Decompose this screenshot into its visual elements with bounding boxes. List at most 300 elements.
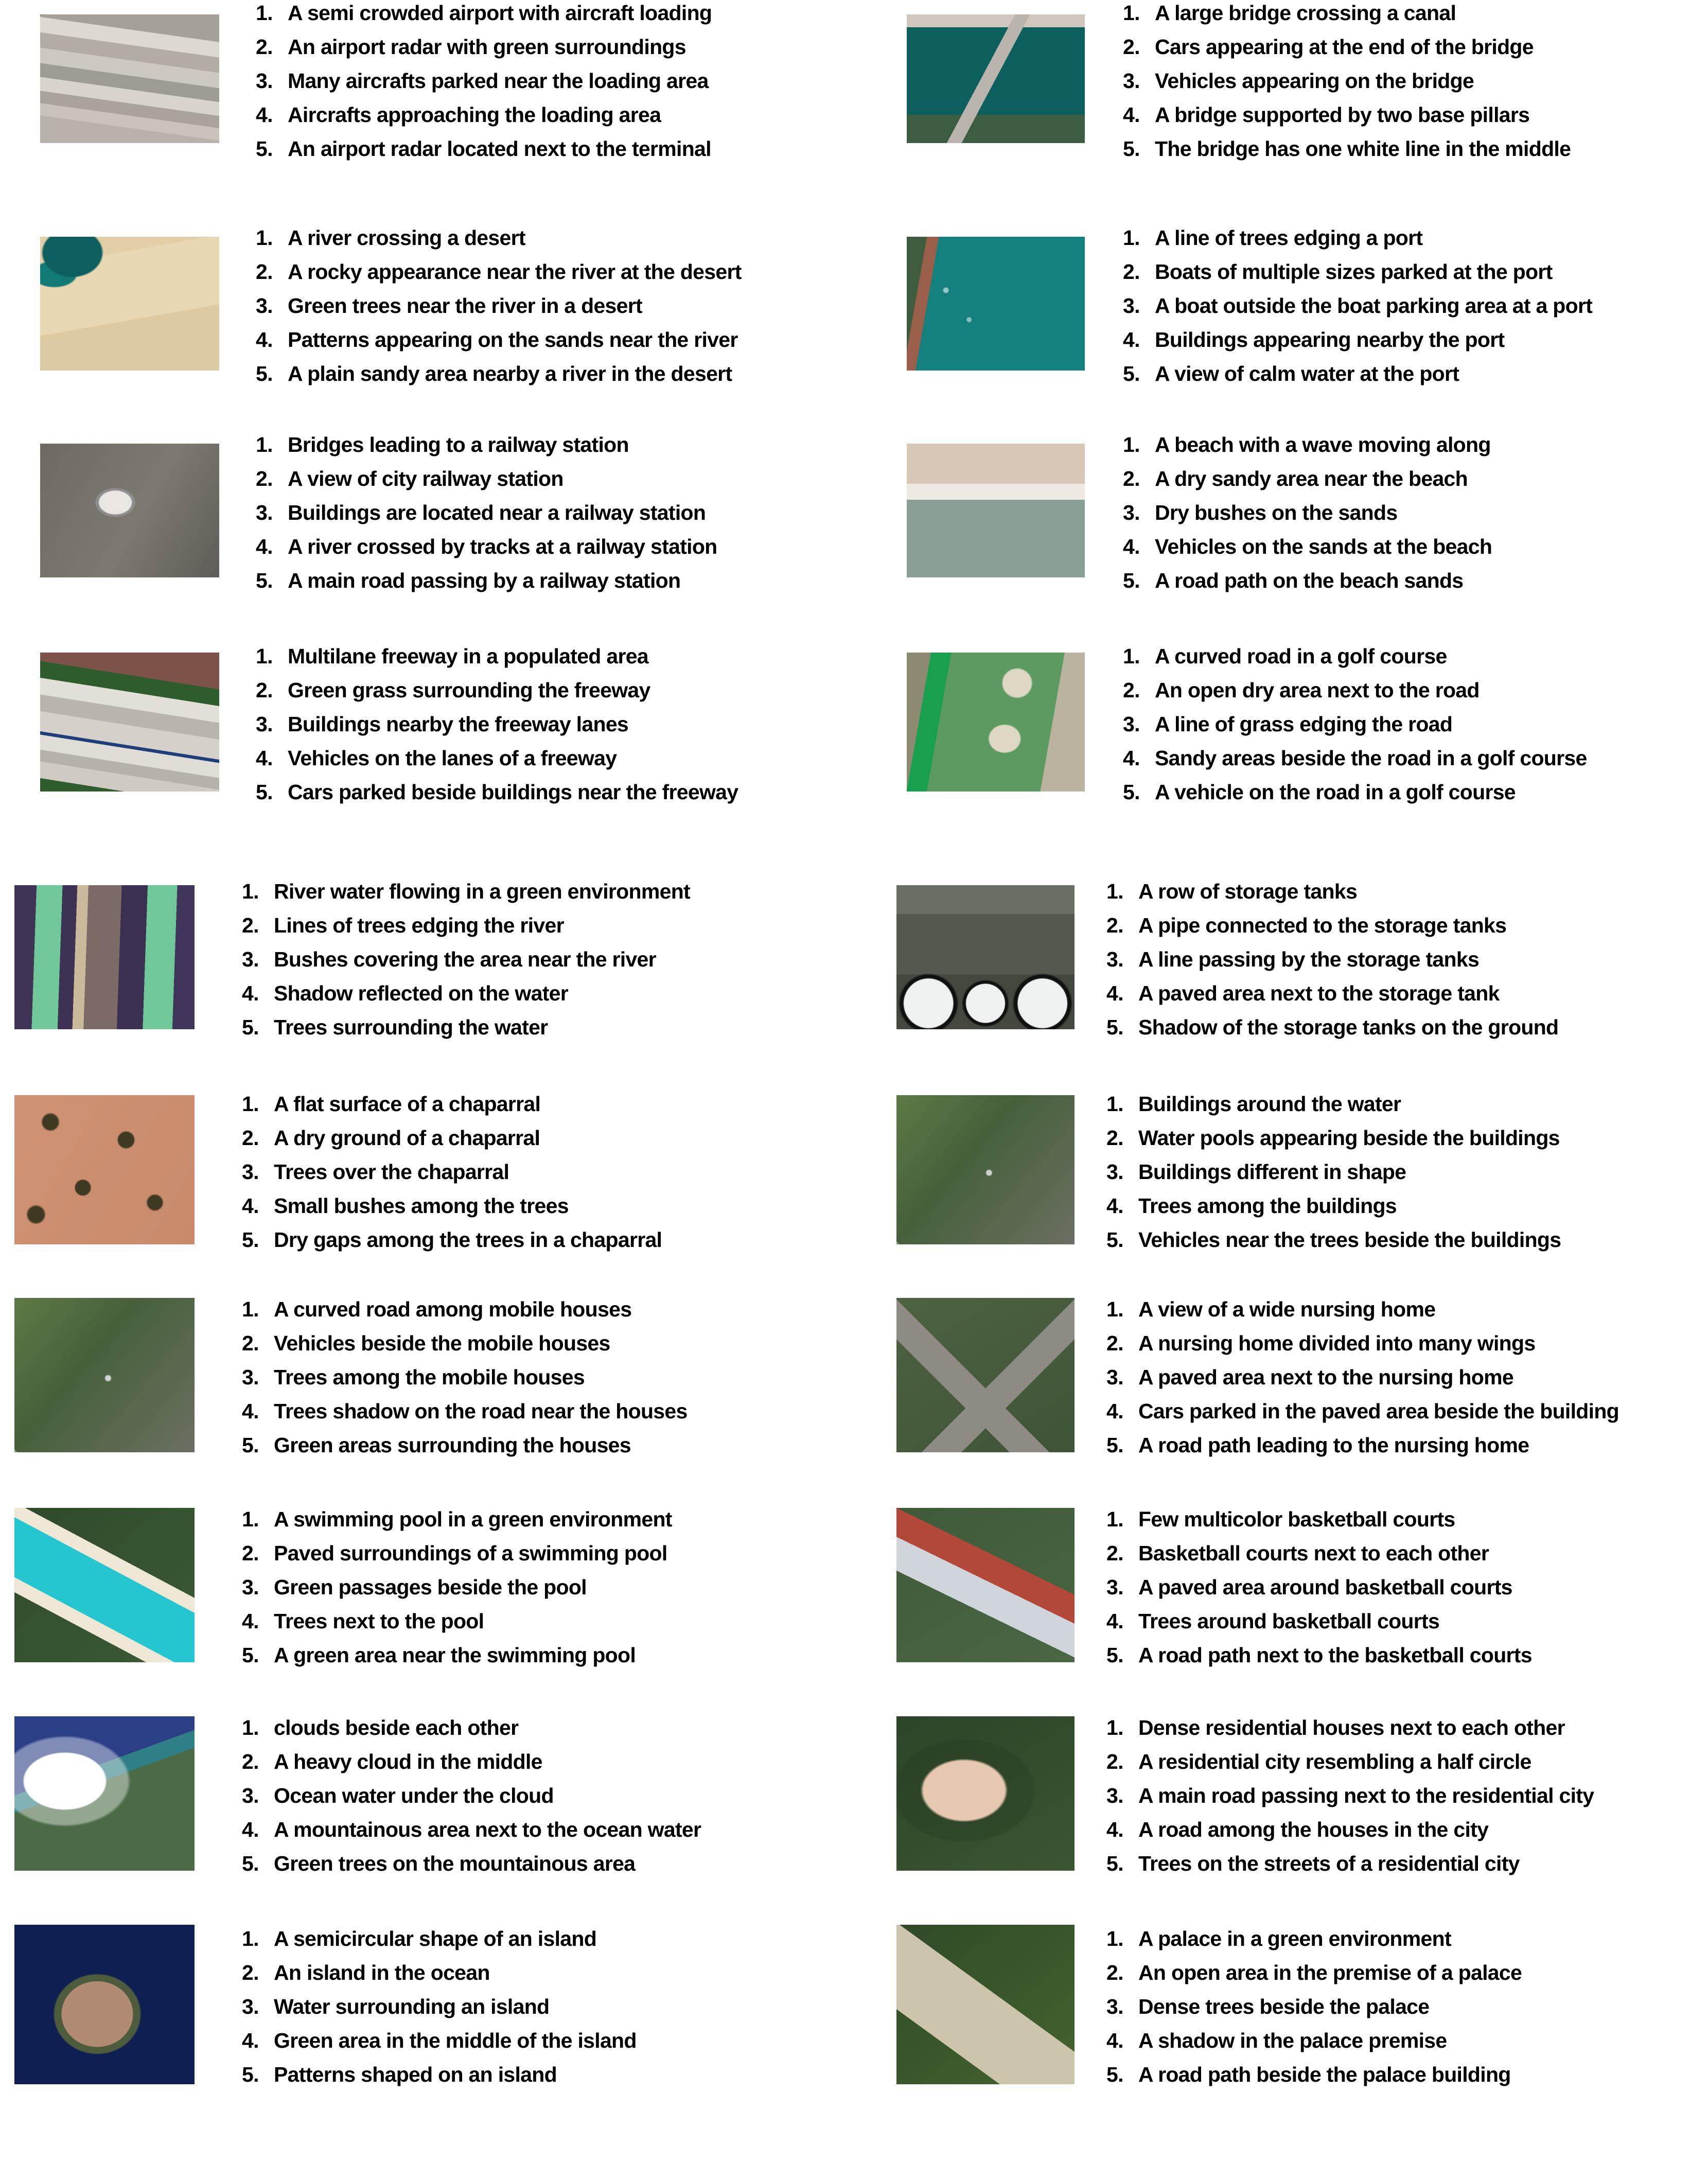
caption-text: Buildings are located near a railway station — [288, 501, 706, 524]
caption-number: 2. — [242, 1961, 259, 1984]
caption-number: 2. — [242, 1126, 259, 1150]
caption-number: 5. — [1123, 780, 1140, 804]
caption-list — [242, 1711, 701, 1880]
caption-list — [256, 639, 738, 809]
caption-text: Small bushes among the trees — [274, 1194, 569, 1218]
caption-number: 2. — [1123, 35, 1140, 59]
caption-text: Dense residential houses next to each other — [1138, 1716, 1565, 1739]
caption-text: A green area near the swimming pool — [274, 1643, 636, 1667]
caption-text: Green passages beside the pool — [274, 1575, 587, 1599]
caption-text: An island in the ocean — [274, 1961, 490, 1984]
caption-item — [1123, 564, 1492, 597]
caption-list — [256, 428, 717, 597]
caption-number: 4. — [1123, 328, 1140, 351]
railway-station-satellite-thumbnail — [40, 444, 219, 577]
cloud-ocean-satellite-thumbnail — [14, 1716, 195, 1871]
caption-item — [242, 1813, 701, 1847]
caption-item — [1123, 98, 1571, 132]
caption-text: Vehicles on the lanes of a freeway — [288, 746, 617, 770]
caption-number: 5. — [256, 569, 273, 592]
caption-list — [1106, 1087, 1561, 1257]
caption-number: 5. — [242, 1852, 259, 1875]
caption-item — [242, 1847, 701, 1880]
caption-item — [1123, 289, 1592, 323]
caption-list — [1106, 874, 1558, 1044]
caption-item — [1123, 707, 1587, 741]
caption-item — [242, 1638, 672, 1672]
caption-item — [1106, 908, 1558, 942]
caption-item — [1123, 530, 1492, 564]
caption-text: An open dry area next to the road — [1155, 678, 1480, 702]
caption-number: 2. — [256, 260, 273, 284]
caption-item — [256, 496, 717, 530]
caption-text: Green grass surrounding the freeway — [288, 678, 650, 702]
caption-text: A rocky appearance near the river at the desert — [288, 260, 742, 284]
caption-text: A flat surface of a chaparral — [274, 1092, 541, 1116]
caption-number: 3. — [256, 294, 273, 318]
caption-text: Trees next to the pool — [274, 1609, 484, 1633]
caption-number: 5. — [1106, 1433, 1123, 1457]
caption-text: Many aircrafts parked near the loading area — [288, 69, 709, 93]
caption-item — [1123, 357, 1592, 391]
caption-item — [1106, 1745, 1594, 1779]
caption-number: 1. — [1106, 880, 1123, 903]
caption-item — [242, 908, 690, 942]
caption-item — [1106, 1010, 1558, 1044]
caption-item — [1123, 221, 1592, 255]
swimming-pool-satellite-thumbnail — [14, 1508, 195, 1662]
storage-tanks-satellite-thumbnail — [896, 885, 1075, 1029]
caption-number: 1. — [242, 1716, 259, 1739]
caption-number: 3. — [242, 1575, 259, 1599]
caption-text: A road among the houses in the city — [1138, 1818, 1489, 1841]
caption-item — [242, 1711, 701, 1745]
caption-item — [1106, 1922, 1522, 1956]
mobile-home-park-satellite-thumbnail — [14, 1298, 195, 1452]
caption-number: 1. — [256, 1, 273, 25]
caption-item — [1106, 1813, 1594, 1847]
caption-list — [242, 1087, 662, 1257]
caption-item — [242, 1010, 690, 1044]
caption-list — [1106, 1922, 1522, 2091]
caption-number: 3. — [1106, 947, 1123, 971]
caption-item — [1123, 673, 1587, 707]
caption-text: A road path leading to the nursing home — [1138, 1433, 1529, 1457]
caption-number: 1. — [256, 433, 273, 456]
caption-number: 5. — [1106, 1852, 1123, 1875]
caption-item — [242, 2058, 637, 2091]
caption-number: 1. — [1106, 1297, 1123, 1321]
caption-text: A line of grass edging the road — [1155, 712, 1453, 736]
caption-text: A main road passing next to the residential city — [1138, 1784, 1594, 1807]
caption-text: A bridge supported by two base pillars — [1155, 103, 1530, 127]
caption-item — [1123, 255, 1592, 289]
caption-item — [256, 221, 742, 255]
caption-text: A dry ground of a chaparral — [274, 1126, 540, 1150]
golf-course-satellite-thumbnail — [907, 653, 1085, 792]
caption-text: A nursing home divided into many wings — [1138, 1331, 1536, 1355]
caption-item — [1106, 1570, 1532, 1604]
caption-item — [256, 462, 717, 496]
caption-number: 5. — [242, 1015, 259, 1039]
caption-number: 1. — [1106, 1716, 1123, 1739]
caption-item — [1123, 323, 1592, 357]
caption-number: 1. — [1123, 1, 1140, 25]
caption-item — [242, 1292, 688, 1326]
caption-text: Lines of trees edging the river — [274, 913, 564, 937]
island-ocean-satellite-thumbnail — [14, 1925, 195, 2084]
caption-text: A heavy cloud in the middle — [274, 1750, 542, 1773]
caption-number: 2. — [1123, 467, 1140, 490]
caption-text: River water flowing in a green environment — [274, 880, 690, 903]
caption-number: 5. — [242, 2063, 259, 2086]
caption-text: The bridge has one white line in the middle — [1155, 137, 1571, 161]
caption-number: 3. — [242, 1365, 259, 1389]
caption-text: Shadow of the storage tanks on the ground — [1138, 1015, 1559, 1039]
caption-item — [1123, 462, 1492, 496]
caption-item — [256, 530, 717, 564]
caption-text: A swimming pool in a green environment — [274, 1507, 672, 1531]
caption-number: 5. — [242, 1643, 259, 1667]
caption-text: An airport radar located next to the terminal — [288, 137, 711, 161]
caption-text: Trees on the streets of a residential city — [1138, 1852, 1520, 1875]
caption-list — [1123, 221, 1592, 391]
caption-item — [242, 1922, 637, 1956]
caption-number: 3. — [1123, 712, 1140, 736]
caption-text: Ocean water under the cloud — [274, 1784, 554, 1807]
caption-item — [1106, 1155, 1561, 1189]
caption-text: Boats of multiple sizes parked at the port — [1155, 260, 1553, 284]
caption-text: Trees over the chaparral — [274, 1160, 509, 1184]
caption-text: A curved road among mobile houses — [274, 1297, 632, 1321]
caption-text: Green trees on the mountainous area — [274, 1852, 636, 1875]
caption-list — [1106, 1502, 1532, 1672]
caption-text: Dense trees beside the palace — [1138, 1995, 1430, 2018]
caption-text: Dry bushes on the sands — [1155, 501, 1398, 524]
caption-number: 1. — [256, 644, 273, 668]
caption-text: A boat outside the boat parking area at a port — [1155, 294, 1593, 318]
caption-list — [256, 221, 742, 391]
caption-text: A residential city resembling a half circle — [1138, 1750, 1531, 1773]
caption-number: 2. — [1123, 260, 1140, 284]
caption-item — [242, 1326, 688, 1360]
caption-number: 5. — [1123, 137, 1140, 161]
caption-number: 2. — [1106, 1541, 1123, 1565]
caption-number: 4. — [242, 2029, 259, 2052]
caption-number: 3. — [1106, 1995, 1123, 2018]
caption-item — [242, 1604, 672, 1638]
caption-number: 4. — [242, 1194, 259, 1218]
caption-text: A main road passing by a railway station — [288, 569, 681, 592]
caption-item — [1123, 132, 1571, 166]
caption-number: 2. — [242, 1750, 259, 1773]
caption-number: 4. — [256, 103, 273, 127]
caption-item — [1106, 1394, 1619, 1428]
caption-text: Green trees near the river in a desert — [288, 294, 642, 318]
caption-number: 5. — [242, 1433, 259, 1457]
caption-item — [1123, 775, 1587, 809]
caption-text: An airport radar with green surroundings — [288, 35, 686, 59]
caption-text: A road path beside the palace building — [1138, 2063, 1511, 2086]
caption-item — [1123, 64, 1571, 98]
caption-item — [256, 0, 712, 30]
caption-item — [256, 30, 712, 64]
caption-text: Basketball courts next to each other — [1138, 1541, 1489, 1565]
caption-number: 1. — [256, 226, 273, 250]
freeway-satellite-thumbnail — [40, 653, 219, 792]
airport-satellite-thumbnail — [40, 14, 219, 143]
caption-item — [242, 1223, 662, 1257]
caption-number: 4. — [1123, 103, 1140, 127]
caption-number: 3. — [242, 947, 259, 971]
caption-item — [256, 564, 717, 597]
caption-item — [242, 1087, 662, 1121]
caption-item — [1106, 1604, 1532, 1638]
caption-item — [1106, 1711, 1594, 1745]
caption-number: 1. — [242, 1297, 259, 1321]
caption-item — [242, 1189, 662, 1223]
caption-text: A vehicle on the road in a golf course — [1155, 780, 1516, 804]
caption-text: A curved road in a golf course — [1155, 644, 1447, 668]
caption-text: Cars parked in the paved area beside the building — [1138, 1399, 1619, 1423]
caption-text: Vehicles near the trees beside the buildings — [1138, 1228, 1561, 1252]
caption-number: 5. — [256, 362, 273, 385]
caption-text: A line of trees edging a port — [1155, 226, 1423, 250]
caption-item — [256, 323, 742, 357]
caption-item — [1106, 1428, 1619, 1462]
caption-item — [242, 1155, 662, 1189]
caption-number: 4. — [242, 1609, 259, 1633]
caption-list — [242, 874, 690, 1044]
caption-item — [1106, 2024, 1522, 2058]
caption-number: 1. — [242, 1927, 259, 1950]
caption-item — [242, 1502, 672, 1536]
caption-text: Few multicolor basketball courts — [1138, 1507, 1455, 1531]
caption-text: Patterns appearing on the sands near the river — [288, 328, 738, 351]
caption-text: Patterns shaped on an island — [274, 2063, 557, 2086]
caption-text: A pipe connected to the storage tanks — [1138, 913, 1507, 937]
caption-text: Water surrounding an island — [274, 1995, 550, 2018]
caption-item — [242, 1570, 672, 1604]
waterfront-buildings-satellite-thumbnail — [896, 1095, 1075, 1244]
caption-text: A large bridge crossing a canal — [1155, 1, 1456, 25]
caption-item — [1106, 1502, 1532, 1536]
caption-item — [242, 1779, 701, 1813]
caption-item — [256, 64, 712, 98]
residential-city-satellite-thumbnail — [896, 1716, 1075, 1871]
caption-item — [1106, 1121, 1561, 1155]
caption-number: 5. — [242, 1228, 259, 1252]
caption-number: 4. — [1106, 1609, 1123, 1633]
caption-item — [1106, 874, 1558, 908]
caption-item — [242, 1536, 672, 1570]
caption-list — [1106, 1292, 1619, 1462]
caption-item — [1106, 942, 1558, 976]
caption-item — [1106, 1223, 1561, 1257]
caption-number: 5. — [1123, 362, 1140, 385]
caption-item — [1123, 639, 1587, 673]
caption-number: 1. — [242, 1092, 259, 1116]
caption-number: 3. — [242, 1784, 259, 1807]
caption-number: 4. — [1106, 1194, 1123, 1218]
caption-item — [1123, 741, 1587, 775]
caption-text: A plain sandy area nearby a river in the desert — [288, 362, 732, 385]
caption-text: Trees surrounding the water — [274, 1015, 548, 1039]
caption-list — [1123, 639, 1587, 809]
caption-item — [1123, 496, 1492, 530]
caption-text: Water pools appearing beside the buildings — [1138, 1126, 1560, 1150]
caption-item — [1106, 1638, 1532, 1672]
caption-item — [1106, 1990, 1522, 2024]
caption-number: 2. — [1106, 1961, 1123, 1984]
caption-number: 3. — [1123, 294, 1140, 318]
caption-number: 1. — [1123, 644, 1140, 668]
caption-number: 4. — [1106, 1818, 1123, 1841]
caption-number: 2. — [256, 35, 273, 59]
caption-number: 3. — [256, 712, 273, 736]
caption-text: Trees shadow on the road near the houses — [274, 1399, 688, 1423]
caption-text: Cars appearing at the end of the bridge — [1155, 35, 1534, 59]
caption-number: 2. — [1106, 1750, 1123, 1773]
caption-text: A beach with a wave moving along — [1155, 433, 1491, 456]
caption-list — [242, 1922, 637, 2091]
caption-number: 5. — [1123, 569, 1140, 592]
caption-text: A row of storage tanks — [1138, 880, 1358, 903]
caption-item — [256, 639, 738, 673]
caption-number: 3. — [1123, 501, 1140, 524]
caption-item — [242, 1428, 688, 1462]
caption-item — [1106, 1360, 1619, 1394]
caption-text: Bushes covering the area near the river — [274, 947, 656, 971]
chaparral-satellite-thumbnail — [14, 1095, 195, 1244]
caption-number: 2. — [256, 467, 273, 490]
caption-text: Trees among the buildings — [1138, 1194, 1397, 1218]
caption-number: 4. — [242, 981, 259, 1005]
caption-text: A semi crowded airport with aircraft loading — [288, 1, 712, 25]
caption-number: 1. — [1123, 433, 1140, 456]
caption-number: 1. — [242, 880, 259, 903]
caption-item — [256, 255, 742, 289]
caption-text: A river crossed by tracks at a railway station — [288, 535, 717, 558]
caption-number: 1. — [242, 1507, 259, 1531]
caption-item — [1106, 2058, 1522, 2091]
caption-number: 4. — [1106, 2029, 1123, 2052]
caption-item — [256, 673, 738, 707]
caption-item — [242, 2024, 637, 2058]
caption-number: 2. — [1106, 1126, 1123, 1150]
caption-number: 3. — [1106, 1365, 1123, 1389]
caption-number: 5. — [256, 137, 273, 161]
beach-wave-satellite-thumbnail — [907, 444, 1085, 577]
caption-item — [1123, 428, 1492, 462]
caption-number: 3. — [1106, 1575, 1123, 1599]
caption-text: Shadow reflected on the water — [274, 981, 569, 1005]
caption-text: Cars parked beside buildings near the freeway — [288, 780, 738, 804]
caption-number: 3. — [242, 1160, 259, 1184]
caption-number: 2. — [1106, 1331, 1123, 1355]
caption-item — [1106, 1847, 1594, 1880]
caption-item — [242, 1990, 637, 2024]
caption-number: 4. — [1123, 535, 1140, 558]
caption-text: Multilane freeway in a populated area — [288, 644, 648, 668]
caption-item — [256, 741, 738, 775]
caption-text: An open area in the premise of a palace — [1138, 1961, 1522, 1984]
bridge-canal-satellite-thumbnail — [907, 14, 1085, 143]
caption-text: Trees around basketball courts — [1138, 1609, 1440, 1633]
caption-text: A shadow in the palace premise — [1138, 2029, 1447, 2052]
caption-number: 5. — [1106, 1015, 1123, 1039]
caption-number: 1. — [1106, 1507, 1123, 1531]
caption-number: 3. — [256, 69, 273, 93]
caption-item — [256, 357, 742, 391]
caption-item — [242, 976, 690, 1010]
caption-item — [256, 289, 742, 323]
caption-number: 2. — [256, 678, 273, 702]
caption-list — [242, 1292, 688, 1462]
caption-text: Aircrafts approaching the loading area — [288, 103, 661, 127]
caption-number: 1. — [1123, 226, 1140, 250]
caption-list — [1123, 428, 1492, 597]
caption-text: A road path on the beach sands — [1155, 569, 1464, 592]
caption-number: 2. — [1106, 913, 1123, 937]
caption-number: 2. — [242, 1541, 259, 1565]
caption-text: Buildings nearby the freeway lanes — [288, 712, 629, 736]
caption-number: 5. — [1106, 1643, 1123, 1667]
caption-item — [1106, 1956, 1522, 1990]
caption-item — [242, 942, 690, 976]
caption-number: 1. — [1106, 1927, 1123, 1950]
caption-number: 4. — [256, 535, 273, 558]
caption-number: 2. — [242, 1331, 259, 1355]
caption-number: 4. — [1106, 1399, 1123, 1423]
caption-text: A dry sandy area near the beach — [1155, 467, 1468, 490]
caption-text: A paved area around basketball courts — [1138, 1575, 1512, 1599]
caption-text: A view of calm water at the port — [1155, 362, 1459, 385]
caption-text: A line passing by the storage tanks — [1138, 947, 1480, 971]
caption-text: Green area in the middle of the island — [274, 2029, 637, 2052]
caption-text: clouds beside each other — [274, 1716, 519, 1739]
basketball-courts-satellite-thumbnail — [896, 1508, 1075, 1662]
caption-number: 3. — [1123, 69, 1140, 93]
caption-item — [1123, 30, 1571, 64]
caption-text: Bridges leading to a railway station — [288, 433, 629, 456]
caption-text: Vehicles beside the mobile houses — [274, 1331, 610, 1355]
caption-item — [1106, 1292, 1619, 1326]
caption-item — [1123, 0, 1571, 30]
caption-number: 1. — [1106, 1092, 1123, 1116]
caption-item — [242, 1360, 688, 1394]
caption-text: A semicircular shape of an island — [274, 1927, 597, 1950]
caption-text: Buildings different in shape — [1138, 1160, 1406, 1184]
caption-number: 3. — [1106, 1160, 1123, 1184]
river-forest-satellite-thumbnail — [14, 885, 195, 1029]
caption-list — [1106, 1711, 1594, 1880]
caption-list — [256, 0, 712, 166]
caption-item — [256, 132, 712, 166]
caption-item — [1106, 1326, 1619, 1360]
caption-number: 5. — [1106, 2063, 1123, 2086]
caption-number: 2. — [242, 913, 259, 937]
nursing-home-satellite-thumbnail — [896, 1298, 1075, 1452]
caption-number: 3. — [242, 1995, 259, 2018]
caption-number: 3. — [256, 501, 273, 524]
caption-number: 2. — [1123, 678, 1140, 702]
caption-item — [256, 98, 712, 132]
caption-item — [256, 775, 738, 809]
caption-number: 5. — [1106, 1228, 1123, 1252]
caption-item — [242, 874, 690, 908]
caption-item — [1106, 1536, 1532, 1570]
